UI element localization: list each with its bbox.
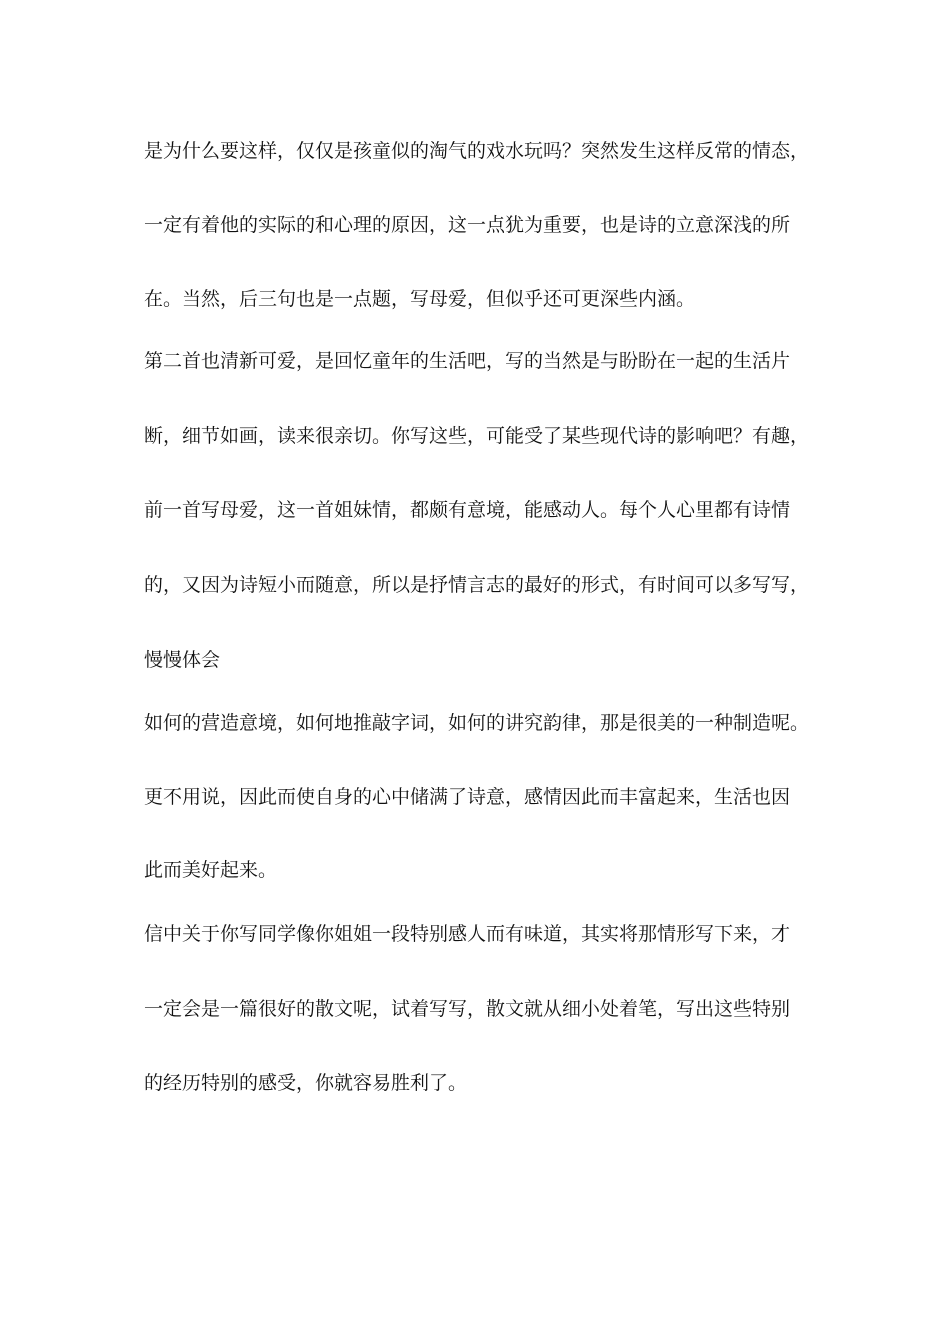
text-line: 断，细节如画，读来很亲切。你写这些，可能受了某些现代诗的影响吧？有趣， [144, 425, 810, 447]
text-line: 一定有着他的实际的和心理的原因，这一点犹为重要，也是诗的立意深浅的所 [144, 214, 791, 236]
text-line: 前一首写母爱，这一首姐妹情，都颇有意境，能感动人。每个人心里都有诗情 [144, 499, 791, 521]
text-line: 是为什么要这样，仅仅是孩童似的淘气的戏水玩吗？突然发生这样反常的情态， [144, 140, 810, 162]
text-line: 慢慢体会 [144, 649, 221, 671]
text-line: 此而美好起来。 [144, 859, 278, 881]
text-line: 信中关于你写同学像你姐姐一段特别感人而有味道，其实将那情形写下来，才 [144, 923, 791, 945]
text-line: 的，又因为诗短小而随意，所以是抒情言志的最好的形式，有时间可以多写写， [144, 574, 810, 596]
text-line: 第二首也清新可爱，是回忆童年的生活吧，写的当然是与盼盼在一起的生活片 [144, 350, 791, 372]
text-line: 更不用说，因此而使自身的心中储满了诗意，感情因此而丰富起来，生活也因 [144, 786, 791, 808]
text-line: 一定会是一篇很好的散文呢，试着写写，散文就从细小处着笔，写出这些特别 [144, 998, 791, 1020]
text-line: 在。当然，后三句也是一点题，写母爱，但似乎还可更深些内涵。 [144, 288, 696, 310]
text-line: 的经历特别的感受，你就容易胜利了。 [144, 1072, 468, 1094]
text-line: 如何的营造意境，如何地推敲字词，如何的讲究韵律，那是很美的一种制造呢。 [144, 712, 810, 734]
